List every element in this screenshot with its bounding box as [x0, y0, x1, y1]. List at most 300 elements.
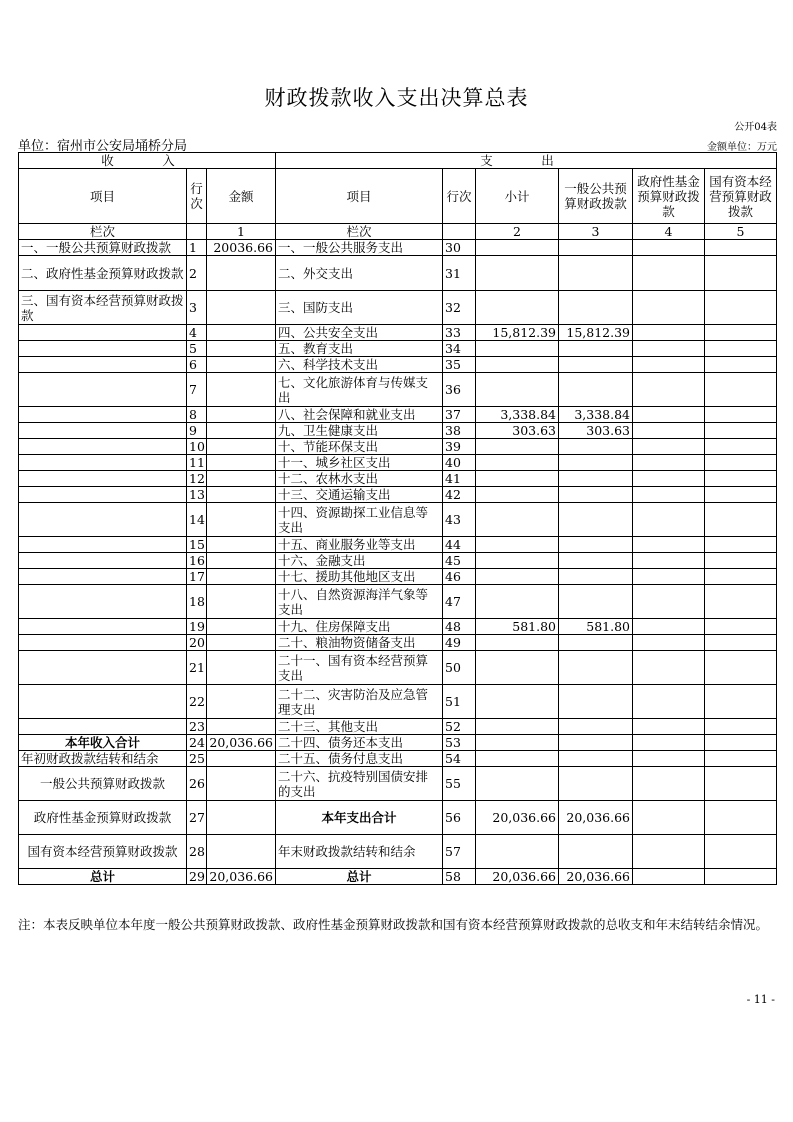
gov-fund-amount	[633, 407, 705, 423]
state-capital-amount	[705, 619, 777, 635]
state-capital-amount	[705, 455, 777, 471]
expense-subtotal	[476, 240, 559, 256]
expense-line: 57	[443, 835, 476, 869]
income-line-header: 行次	[187, 169, 207, 224]
state-capital-amount	[705, 585, 777, 619]
income-line: 15	[187, 537, 207, 553]
income-item	[19, 455, 187, 471]
general-budget-amount	[559, 487, 633, 503]
income-amount-header: 金额	[207, 169, 276, 224]
expense-item: 二十三、其他支出	[276, 719, 443, 735]
income-amount: 20,036.66	[207, 869, 276, 885]
gov-fund-amount	[633, 553, 705, 569]
expense-item: 十八、自然资源海洋气象等支出	[276, 585, 443, 619]
gov-fund-amount	[633, 471, 705, 487]
income-amount	[207, 751, 276, 767]
expense-item: 十三、交通运输支出	[276, 487, 443, 503]
table-row	[19, 407, 777, 423]
expense-subtotal	[476, 487, 559, 503]
income-amount	[207, 801, 276, 835]
expense-subtotal	[476, 373, 559, 407]
income-item	[19, 423, 187, 439]
gov-fund-amount	[633, 869, 705, 885]
expense-line: 56	[443, 801, 476, 835]
income-item-header: 项目	[19, 169, 187, 224]
expense-line: 54	[443, 751, 476, 767]
income-item	[19, 439, 187, 455]
general-budget-amount	[559, 240, 633, 256]
gov-fund-amount	[633, 735, 705, 751]
income-amount	[207, 325, 276, 341]
expense-item-header: 项目	[276, 169, 443, 224]
income-line: 21	[187, 651, 207, 685]
expense-lanci: 栏次	[276, 224, 443, 240]
gov-fund-amount	[633, 373, 705, 407]
gov-fund-amount	[633, 801, 705, 835]
income-amount	[207, 423, 276, 439]
income-item	[19, 503, 187, 537]
income-line: 18	[187, 585, 207, 619]
expense-line: 30	[443, 240, 476, 256]
general-budget-amount	[559, 835, 633, 869]
expense-item: 二、外交支出	[276, 256, 443, 291]
state-capital-amount	[705, 835, 777, 869]
expense-subtotal	[476, 341, 559, 357]
state-capital-amount	[705, 651, 777, 685]
expense-item: 年末财政拨款结转和结余	[276, 835, 443, 869]
expense-header: 支 出	[276, 153, 777, 169]
expense-item: 九、卫生健康支出	[276, 423, 443, 439]
expense-subtotal	[476, 439, 559, 455]
income-amount	[207, 341, 276, 357]
col4-label: 4	[633, 224, 705, 240]
table-row	[19, 635, 777, 651]
gov-fund-amount	[633, 651, 705, 685]
income-item: 一、一般公共预算财政拨款	[19, 240, 187, 256]
general-budget-amount: 303.63	[559, 423, 633, 439]
general-budget-amount	[559, 471, 633, 487]
state-capital-amount	[705, 325, 777, 341]
expense-line: 37	[443, 407, 476, 423]
income-item	[19, 635, 187, 651]
general-budget-amount	[559, 719, 633, 735]
income-line: 7	[187, 373, 207, 407]
table-row	[19, 423, 777, 439]
gov-fund-amount	[633, 569, 705, 585]
expense-item: 十六、金融支出	[276, 553, 443, 569]
page-number: - 11 -	[746, 993, 775, 1006]
general-budget-amount	[559, 767, 633, 801]
table-row	[19, 256, 777, 291]
gov-fund-amount	[633, 455, 705, 471]
expense-item: 六、科学技术支出	[276, 357, 443, 373]
expense-item: 一、一般公共服务支出	[276, 240, 443, 256]
table-row	[19, 685, 777, 719]
expense-line: 44	[443, 537, 476, 553]
general-budget-amount	[559, 635, 633, 651]
income-line: 20	[187, 635, 207, 651]
income-item: 政府性基金预算财政拨款	[19, 801, 187, 835]
expense-line: 43	[443, 503, 476, 537]
table-row	[19, 357, 777, 373]
general-budget-amount	[559, 455, 633, 471]
state-capital-amount	[705, 685, 777, 719]
income-item	[19, 341, 187, 357]
state-capital-amount	[705, 256, 777, 291]
income-line: 17	[187, 569, 207, 585]
income-line: 26	[187, 767, 207, 801]
income-line: 14	[187, 503, 207, 537]
col2-label: 2	[476, 224, 559, 240]
gov-fund-amount	[633, 503, 705, 537]
col5-label: 5	[705, 224, 777, 240]
general-budget-amount	[559, 735, 633, 751]
income-amount	[207, 357, 276, 373]
expense-subtotal	[476, 357, 559, 373]
table-row	[19, 487, 777, 503]
income-line: 19	[187, 619, 207, 635]
income-item	[19, 569, 187, 585]
expense-line: 52	[443, 719, 476, 735]
state-capital-amount	[705, 487, 777, 503]
general-budget-amount	[559, 585, 633, 619]
header-row-columns	[19, 169, 777, 224]
expense-subtotal	[476, 455, 559, 471]
gov-fund-amount	[633, 439, 705, 455]
table-row	[19, 240, 777, 256]
expense-item: 二十六、抗疫特别国债安排的支出	[276, 767, 443, 801]
income-item	[19, 619, 187, 635]
reporting-unit: 单位：宿州市公安局埇桥分局	[18, 139, 188, 154]
expense-line: 53	[443, 735, 476, 751]
expense-item: 本年支出合计	[276, 801, 443, 835]
income-item	[19, 585, 187, 619]
general-budget-amount	[559, 685, 633, 719]
general-budget-amount: 3,338.84	[559, 407, 633, 423]
expense-line: 45	[443, 553, 476, 569]
general-budget-amount	[559, 751, 633, 767]
expense-subtotal	[476, 685, 559, 719]
table-row	[19, 537, 777, 553]
gov-fund-amount	[633, 835, 705, 869]
footnote: 注：本表反映单位本年度一般公共预算财政拨款、政府性基金预算财政拨款和国有资本经营预算财政拨款的总收支和年末结转结余情况。	[18, 917, 769, 932]
gov-fund-amount	[633, 635, 705, 651]
income-amount	[207, 553, 276, 569]
gov-fund-amount	[633, 357, 705, 373]
expense-item: 十七、援助其他地区支出	[276, 569, 443, 585]
income-line: 4	[187, 325, 207, 341]
state-capital-amount	[705, 341, 777, 357]
income-amount	[207, 471, 276, 487]
income-item	[19, 325, 187, 341]
table-row	[19, 651, 777, 685]
income-amount	[207, 439, 276, 455]
income-amount	[207, 503, 276, 537]
expense-item: 二十、粮油物资储备支出	[276, 635, 443, 651]
table-row	[19, 503, 777, 537]
subtotal-header: 小计	[476, 169, 559, 224]
expense-line: 58	[443, 869, 476, 885]
income-line: 24	[187, 735, 207, 751]
general-budget-amount	[559, 651, 633, 685]
table-row	[19, 569, 777, 585]
expense-item: 总计	[276, 869, 443, 885]
table-row	[19, 801, 777, 835]
expense-item: 二十一、国有资本经营预算支出	[276, 651, 443, 685]
gov-fund-amount	[633, 423, 705, 439]
general-budget-amount	[559, 553, 633, 569]
state-capital-amount	[705, 373, 777, 407]
general-budget-amount: 20,036.66	[559, 869, 633, 885]
expense-subtotal	[476, 291, 559, 325]
income-line: 23	[187, 719, 207, 735]
expense-item: 十一、城乡社区支出	[276, 455, 443, 471]
expense-subtotal	[476, 537, 559, 553]
expense-subtotal: 3,338.84	[476, 407, 559, 423]
income-item	[19, 373, 187, 407]
table-row	[19, 291, 777, 325]
income-amount	[207, 487, 276, 503]
expense-subtotal	[476, 835, 559, 869]
table-row	[19, 835, 777, 869]
state-capital-amount	[705, 240, 777, 256]
expense-subtotal	[476, 719, 559, 735]
income-amount	[207, 635, 276, 651]
income-amount	[207, 719, 276, 735]
expense-line: 32	[443, 291, 476, 325]
table-row	[19, 553, 777, 569]
general-budget-header: 一般公共预算财政拨款	[559, 169, 633, 224]
expense-line: 41	[443, 471, 476, 487]
general-budget-amount	[559, 569, 633, 585]
income-item: 一般公共预算财政拨款	[19, 767, 187, 801]
income-amount	[207, 373, 276, 407]
income-item	[19, 471, 187, 487]
state-capital-header: 国有资本经营预算财政拨款	[705, 169, 777, 224]
col3-label: 3	[559, 224, 633, 240]
income-line: 22	[187, 685, 207, 719]
expense-line: 46	[443, 569, 476, 585]
expense-item: 十、节能环保支出	[276, 439, 443, 455]
income-item	[19, 487, 187, 503]
expense-subtotal: 581.80	[476, 619, 559, 635]
income-amount	[207, 291, 276, 325]
general-budget-amount: 20,036.66	[559, 801, 633, 835]
table-row	[19, 455, 777, 471]
table-row	[19, 439, 777, 455]
money-unit: 金额单位：万元	[707, 142, 777, 153]
header-row-section	[19, 153, 777, 169]
income-amount	[207, 651, 276, 685]
income-amount	[207, 585, 276, 619]
expense-line: 36	[443, 373, 476, 407]
state-capital-amount	[705, 869, 777, 885]
income-amount	[207, 407, 276, 423]
table-row	[19, 373, 777, 407]
gov-fund-amount	[633, 325, 705, 341]
gov-fund-amount	[633, 585, 705, 619]
gov-fund-amount	[633, 256, 705, 291]
general-budget-amount	[559, 291, 633, 325]
income-item: 总计	[19, 869, 187, 885]
state-capital-amount	[705, 423, 777, 439]
expense-line-header: 行次	[443, 169, 476, 224]
gov-fund-amount	[633, 751, 705, 767]
expense-subtotal: 15,812.39	[476, 325, 559, 341]
table-row	[19, 767, 777, 801]
expense-subtotal	[476, 651, 559, 685]
income-line: 12	[187, 471, 207, 487]
expense-item: 十九、住房保障支出	[276, 619, 443, 635]
table-row	[19, 869, 777, 885]
table-row	[19, 735, 777, 751]
table-row	[19, 751, 777, 767]
table-row	[19, 619, 777, 635]
table-row	[19, 585, 777, 619]
expense-line: 51	[443, 685, 476, 719]
income-amount	[207, 619, 276, 635]
state-capital-amount	[705, 719, 777, 735]
income-lanci: 栏次	[19, 224, 187, 240]
income-item: 三、国有资本经营预算财政拨款	[19, 291, 187, 325]
state-capital-amount	[705, 503, 777, 537]
general-budget-amount	[559, 341, 633, 357]
general-budget-amount	[559, 256, 633, 291]
gov-fund-header: 政府性基金预算财政拨款	[633, 169, 705, 224]
gov-fund-amount	[633, 487, 705, 503]
income-line: 9	[187, 423, 207, 439]
gov-fund-amount	[633, 619, 705, 635]
col1-label: 1	[207, 224, 276, 240]
income-header: 收 入	[19, 153, 276, 169]
general-budget-amount	[559, 537, 633, 553]
income-item: 本年收入合计	[19, 735, 187, 751]
expense-subtotal: 20,036.66	[476, 869, 559, 885]
income-item	[19, 685, 187, 719]
header-row-lanci	[19, 224, 777, 240]
income-line: 13	[187, 487, 207, 503]
expense-subtotal	[476, 635, 559, 651]
gov-fund-amount	[633, 240, 705, 256]
state-capital-amount	[705, 357, 777, 373]
expense-item: 三、国防支出	[276, 291, 443, 325]
income-item	[19, 357, 187, 373]
expense-item: 八、社会保障和就业支出	[276, 407, 443, 423]
expense-line: 48	[443, 619, 476, 635]
expense-subtotal	[476, 471, 559, 487]
expense-item: 十四、资源勘探工业信息等支出	[276, 503, 443, 537]
expense-subtotal	[476, 735, 559, 751]
income-amount	[207, 455, 276, 471]
expense-subtotal	[476, 751, 559, 767]
state-capital-amount	[705, 471, 777, 487]
general-budget-amount	[559, 439, 633, 455]
state-capital-amount	[705, 407, 777, 423]
income-line: 16	[187, 553, 207, 569]
table-row	[19, 471, 777, 487]
income-line: 25	[187, 751, 207, 767]
income-amount: 20036.66	[207, 240, 276, 256]
general-budget-amount	[559, 373, 633, 407]
gov-fund-amount	[633, 291, 705, 325]
income-item: 国有资本经营预算财政拨款	[19, 835, 187, 869]
income-line: 11	[187, 455, 207, 471]
gov-fund-amount	[633, 537, 705, 553]
income-line: 6	[187, 357, 207, 373]
expense-line: 47	[443, 585, 476, 619]
income-amount	[207, 685, 276, 719]
income-item	[19, 651, 187, 685]
gov-fund-amount	[633, 719, 705, 735]
expense-subtotal	[476, 503, 559, 537]
income-line: 29	[187, 869, 207, 885]
income-line: 10	[187, 439, 207, 455]
expense-item: 十五、商业服务业等支出	[276, 537, 443, 553]
income-line: 28	[187, 835, 207, 869]
expense-subtotal	[476, 569, 559, 585]
state-capital-amount	[705, 569, 777, 585]
gov-fund-amount	[633, 341, 705, 357]
expense-line: 50	[443, 651, 476, 685]
expense-line: 35	[443, 357, 476, 373]
expense-line: 33	[443, 325, 476, 341]
expense-subtotal	[476, 256, 559, 291]
page-title: 财政拨款收入支出决算总表	[264, 86, 529, 110]
expense-item: 七、文化旅游体育与传媒支出	[276, 373, 443, 407]
income-item: 二、政府性基金预算财政拨款	[19, 256, 187, 291]
income-line: 5	[187, 341, 207, 357]
expense-subtotal	[476, 585, 559, 619]
table-row	[19, 341, 777, 357]
income-amount	[207, 835, 276, 869]
income-item	[19, 537, 187, 553]
income-line: 2	[187, 256, 207, 291]
state-capital-amount	[705, 767, 777, 801]
expense-line: 49	[443, 635, 476, 651]
expense-line: 38	[443, 423, 476, 439]
expense-item: 二十二、灾害防治及应急管理支出	[276, 685, 443, 719]
general-budget-amount: 581.80	[559, 619, 633, 635]
general-budget-amount: 15,812.39	[559, 325, 633, 341]
income-item	[19, 553, 187, 569]
state-capital-amount	[705, 291, 777, 325]
expense-line: 42	[443, 487, 476, 503]
income-amount: 20,036.66	[207, 735, 276, 751]
table-row	[19, 719, 777, 735]
income-amount	[207, 767, 276, 801]
expense-item: 二十五、债务付息支出	[276, 751, 443, 767]
state-capital-amount	[705, 439, 777, 455]
income-line: 27	[187, 801, 207, 835]
income-amount	[207, 569, 276, 585]
state-capital-amount	[705, 751, 777, 767]
expense-line: 55	[443, 767, 476, 801]
income-line: 8	[187, 407, 207, 423]
expense-item: 十二、农林水支出	[276, 471, 443, 487]
expense-subtotal: 303.63	[476, 423, 559, 439]
expense-subtotal	[476, 553, 559, 569]
state-capital-amount	[705, 537, 777, 553]
gov-fund-amount	[633, 767, 705, 801]
income-item	[19, 407, 187, 423]
expense-line: 40	[443, 455, 476, 471]
state-capital-amount	[705, 635, 777, 651]
expense-line: 39	[443, 439, 476, 455]
expense-line: 34	[443, 341, 476, 357]
table-row	[19, 325, 777, 341]
gov-fund-amount	[633, 685, 705, 719]
expense-item: 二十四、债务还本支出	[276, 735, 443, 751]
